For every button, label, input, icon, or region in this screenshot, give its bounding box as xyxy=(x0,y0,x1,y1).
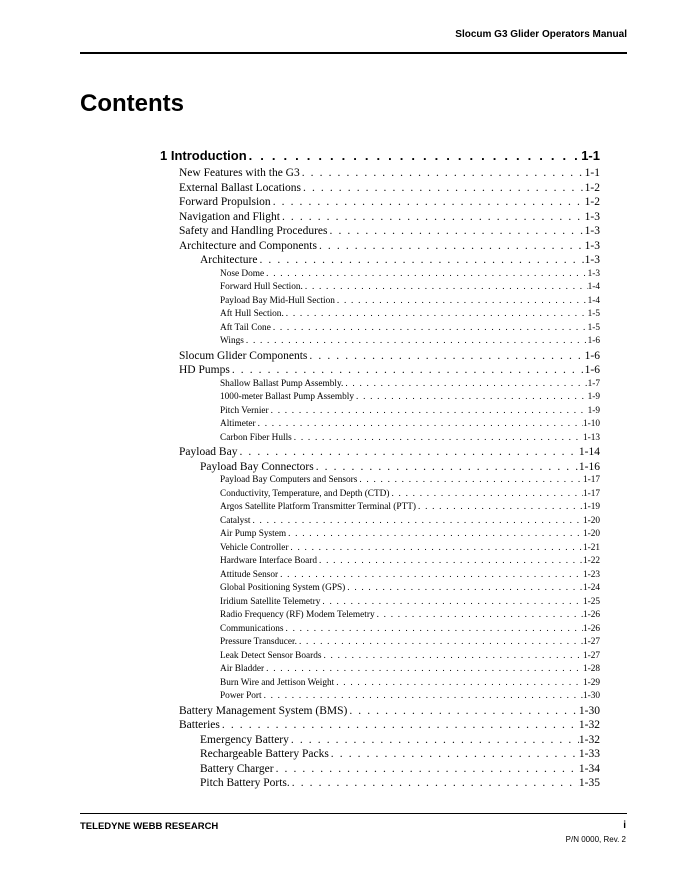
toc-entry[interactable] xyxy=(160,308,600,322)
toc-entry-page: 1-5 xyxy=(587,309,600,319)
toc-entry[interactable] xyxy=(160,623,600,637)
toc-entry[interactable] xyxy=(160,295,600,309)
toc-dot-leader xyxy=(250,515,582,529)
toc-entry[interactable] xyxy=(160,663,600,677)
toc-dot-leader xyxy=(230,363,585,378)
toc-entry-page: 1-29 xyxy=(582,677,600,688)
toc-entry[interactable] xyxy=(160,349,600,364)
toc-entry[interactable] xyxy=(160,210,600,225)
toc-entry-page: 1-20 xyxy=(582,529,600,539)
toc-entry-title: Emergency Battery xyxy=(200,733,289,746)
toc-entry-title: Navigation and Flight xyxy=(179,210,280,223)
toc-dot-leader xyxy=(290,776,579,791)
toc-entry-page: 1-10 xyxy=(582,419,600,429)
toc-entry[interactable] xyxy=(160,239,600,254)
toc-entry[interactable] xyxy=(160,677,600,691)
toc-entry-title: Architecture xyxy=(200,254,258,266)
toc-dot-leader xyxy=(307,349,584,364)
toc-entry[interactable] xyxy=(160,391,600,405)
toc-dot-leader xyxy=(278,569,583,583)
toc-entry-title: Forward Propulsion xyxy=(179,196,271,208)
toc-dot-leader xyxy=(237,445,578,460)
toc-dot-leader xyxy=(303,281,588,295)
running-header-title: Slocum G3 Glider Operators Manual xyxy=(455,29,627,40)
toc-dot-leader xyxy=(314,460,579,475)
toc-entry-title: HD Pumps xyxy=(179,364,230,376)
toc-entry-page: 1-26 xyxy=(582,623,600,634)
toc-entry-title: Power Port xyxy=(220,691,262,701)
page-title: Contents xyxy=(80,90,184,117)
toc-entry-page: 1-32 xyxy=(578,719,600,731)
toc-entry-title: Payload Bay Computers and Sensors xyxy=(220,475,358,485)
toc-dot-leader xyxy=(271,322,588,336)
toc-entry-title: Air Bladder xyxy=(220,664,265,674)
toc-entry-page: 1-30 xyxy=(582,691,600,701)
toc-entry-page: 1-20 xyxy=(582,515,600,526)
toc-entry-title: Battery Management System (BMS) xyxy=(179,704,348,717)
toc-entry[interactable] xyxy=(160,335,600,349)
toc-entry[interactable] xyxy=(160,322,600,336)
toc-entry[interactable] xyxy=(160,501,600,515)
toc-entry-page: 1-26 xyxy=(582,610,600,620)
toc-entry-title: Iridium Satellite Telemetry xyxy=(220,596,321,607)
header-rule xyxy=(80,52,627,54)
toc-entry-page: 1-34 xyxy=(578,762,600,775)
toc-entry[interactable] xyxy=(160,432,600,446)
footer-rule xyxy=(80,813,627,814)
toc-entry-title: Communications xyxy=(220,623,284,634)
toc-entry-title: 1000-meter Ballast Pump Assembly xyxy=(220,392,355,402)
toc-entry-page: 1-17 xyxy=(582,475,600,485)
toc-dot-leader xyxy=(284,623,583,637)
toc-dot-leader xyxy=(264,268,587,282)
toc-entry-page: 1-16 xyxy=(578,460,600,473)
toc-entry[interactable] xyxy=(160,418,600,432)
toc-entry-title: Forward Hull Section. xyxy=(220,282,303,292)
toc-dot-leader xyxy=(262,690,583,704)
toc-entry[interactable] xyxy=(160,542,600,556)
toc-entry-page: 1-32 xyxy=(578,733,600,746)
toc-dot-leader xyxy=(335,295,588,309)
toc-entry-page: 1-3 xyxy=(584,225,600,237)
footer-page-number: i xyxy=(623,820,626,831)
toc-entry-title: Burn Wire and Jettison Weight xyxy=(220,677,335,688)
toc-entry[interactable] xyxy=(160,474,600,488)
toc-entry-page: 1-3 xyxy=(584,254,600,266)
toc-entry-title: Rechargeable Battery Packs xyxy=(200,748,329,760)
toc-entry[interactable] xyxy=(160,224,600,239)
toc-entry-page: 1-19 xyxy=(582,502,600,512)
toc-entry-title: New Features with the G3 xyxy=(179,167,300,179)
toc-entry[interactable] xyxy=(160,596,600,610)
toc-entry-page: 1-6 xyxy=(584,349,600,362)
toc-entry[interactable] xyxy=(160,582,600,596)
toc-entry-title: Payload Bay xyxy=(179,446,238,458)
toc-entry-page: 1-30 xyxy=(578,704,600,717)
toc-entry[interactable] xyxy=(160,733,600,748)
toc-dot-leader xyxy=(247,146,582,166)
toc-entry-title: Safety and Handling Procedures xyxy=(179,225,328,237)
toc-dot-leader xyxy=(220,718,579,733)
toc-dot-leader xyxy=(284,308,588,322)
toc-entry-page: 1-1 xyxy=(581,148,600,163)
toc-dot-leader xyxy=(297,636,583,650)
toc-entry[interactable] xyxy=(160,609,600,623)
toc-entry[interactable] xyxy=(160,690,600,704)
toc-entry-page: 1-27 xyxy=(582,650,600,661)
toc-dot-leader xyxy=(329,747,579,762)
toc-entry[interactable] xyxy=(160,776,600,791)
toc-entry-title: Air Pump System xyxy=(220,529,287,539)
toc-entry-page: 1-35 xyxy=(578,777,600,789)
toc-dot-leader xyxy=(269,405,588,419)
toc-entry-page: 1-9 xyxy=(587,405,600,416)
table-of-contents xyxy=(160,146,600,791)
toc-entry[interactable] xyxy=(160,718,600,733)
toc-dot-leader xyxy=(301,181,585,196)
toc-dot-leader xyxy=(256,418,583,432)
toc-entry-title: External Ballast Locations xyxy=(179,181,301,194)
toc-dot-leader xyxy=(328,224,585,239)
toc-dot-leader xyxy=(317,555,583,569)
toc-entry[interactable] xyxy=(160,378,600,392)
toc-entry-title: Leak Detect Sensor Boards xyxy=(220,650,322,661)
toc-dot-leader xyxy=(274,762,579,777)
toc-entry-title: Radio Frequency (RF) Modem Telemetry xyxy=(220,610,375,620)
toc-dot-leader xyxy=(416,501,583,515)
toc-entry-page: 1-2 xyxy=(584,181,600,194)
toc-entry-page: 1-23 xyxy=(582,569,600,580)
toc-entry-page: 1-24 xyxy=(582,583,600,593)
toc-dot-leader xyxy=(286,528,583,542)
toc-dot-leader xyxy=(375,609,583,623)
toc-entry-title: Pitch Vernier xyxy=(220,405,269,416)
toc-entry-title: Carbon Fiber Hulls xyxy=(220,432,292,443)
toc-entry-title: Aft Tail Cone xyxy=(220,322,271,333)
toc-dot-leader xyxy=(292,432,583,446)
toc-entry-title: Architecture and Components xyxy=(179,239,317,252)
toc-entry-title: Batteries xyxy=(179,719,220,731)
toc-dot-leader xyxy=(288,542,583,556)
toc-dot-leader xyxy=(347,704,579,719)
toc-entry-title: Pitch Battery Ports. xyxy=(200,777,290,789)
toc-entry-page: 1-4 xyxy=(587,282,600,292)
toc-dot-leader xyxy=(321,650,582,664)
toc-dot-leader xyxy=(257,253,584,268)
footer-part-number: P/N 0000, Rev. 2 xyxy=(565,835,626,844)
toc-entry[interactable] xyxy=(160,268,600,282)
toc-entry-title: Hardware Interface Board xyxy=(220,556,318,566)
toc-dot-leader xyxy=(244,335,588,349)
toc-entry-title: Pressure Transducer. xyxy=(220,637,297,647)
toc-entry-page: 1-33 xyxy=(578,748,600,760)
toc-entry-page: 1-4 xyxy=(587,295,600,306)
toc-entry-page: 1-3 xyxy=(584,239,600,252)
toc-entry[interactable] xyxy=(160,363,600,378)
toc-entry-page: 1-5 xyxy=(587,322,600,333)
toc-entry-title: 1 Introduction xyxy=(160,148,247,163)
toc-entry-title: Catalyst xyxy=(220,515,251,526)
toc-dot-leader xyxy=(289,733,579,748)
toc-dot-leader xyxy=(343,378,587,392)
toc-dot-leader xyxy=(320,596,583,610)
toc-dot-leader xyxy=(345,582,583,596)
toc-entry-page: 1-6 xyxy=(584,364,600,376)
toc-dot-leader xyxy=(280,210,585,225)
toc-entry[interactable] xyxy=(160,146,600,166)
toc-entry-page: 1-28 xyxy=(582,664,600,674)
toc-dot-leader xyxy=(390,488,583,502)
toc-entry-page: 1-2 xyxy=(584,196,600,208)
toc-dot-leader xyxy=(271,195,585,210)
toc-entry-page: 1-21 xyxy=(582,542,600,553)
toc-entry-title: Slocum Glider Components xyxy=(179,349,308,362)
toc-entry-page: 1-13 xyxy=(582,432,600,443)
toc-entry-page: 1-22 xyxy=(582,556,600,566)
toc-dot-leader xyxy=(264,663,583,677)
toc-entry[interactable] xyxy=(160,445,600,460)
toc-entry-title: Argos Satellite Platform Transmitter Terminal (PTT) xyxy=(220,502,417,512)
toc-entry[interactable] xyxy=(160,555,600,569)
toc-entry[interactable] xyxy=(160,405,600,419)
toc-entry-page: 1-27 xyxy=(582,637,600,647)
toc-entry[interactable] xyxy=(160,569,600,583)
toc-entry-title: Altimeter xyxy=(220,419,256,429)
toc-entry-title: Aft Hull Section. xyxy=(220,309,284,319)
toc-dot-leader xyxy=(334,677,583,691)
footer-company: TELEDYNE WEBB RESEARCH xyxy=(80,821,219,832)
toc-entry-page: 1-25 xyxy=(582,596,600,607)
toc-entry[interactable] xyxy=(160,195,600,210)
toc-entry-page: 1-6 xyxy=(587,336,600,346)
toc-entry-title: Payload Bay Connectors xyxy=(200,460,314,473)
toc-dot-leader xyxy=(300,166,585,181)
toc-entry-page: 1-14 xyxy=(578,446,600,458)
toc-entry[interactable] xyxy=(160,281,600,295)
toc-entry-page: 1-17 xyxy=(582,488,600,499)
toc-entry-page: 1-7 xyxy=(587,378,600,389)
toc-entry[interactable] xyxy=(160,528,600,542)
toc-dot-leader xyxy=(317,239,585,254)
toc-entry-page: 1-9 xyxy=(587,392,600,402)
toc-entry[interactable] xyxy=(160,166,600,181)
toc-entry-page: 1-1 xyxy=(584,167,600,179)
toc-entry-title: Wings xyxy=(220,336,244,346)
toc-entry-page: 1-3 xyxy=(587,268,600,279)
toc-entry-title: Attitude Sensor xyxy=(220,569,279,580)
toc-entry[interactable] xyxy=(160,650,600,664)
toc-entry[interactable] xyxy=(160,704,600,719)
toc-dot-leader xyxy=(354,391,588,405)
toc-entry-page: 1-3 xyxy=(584,210,600,223)
toc-entry-title: Vehicle Controller xyxy=(220,542,289,553)
toc-entry[interactable] xyxy=(160,488,600,502)
toc-entry[interactable] xyxy=(160,515,600,529)
toc-entry[interactable] xyxy=(160,636,600,650)
toc-entry-title: Global Positioning System (GPS) xyxy=(220,583,346,593)
toc-entry[interactable] xyxy=(160,181,600,196)
toc-entry-title: Conductivity, Temperature, and Depth (CTD) xyxy=(220,488,390,499)
toc-entry-title: Battery Charger xyxy=(200,762,274,775)
toc-entry[interactable] xyxy=(160,460,600,475)
toc-entry[interactable] xyxy=(160,762,600,777)
toc-entry-title: Payload Bay Mid-Hull Section xyxy=(220,295,335,306)
toc-entry-title: Shallow Ballast Pump Assembly. xyxy=(220,378,344,389)
toc-dot-leader xyxy=(357,474,583,488)
toc-entry[interactable] xyxy=(160,253,600,268)
toc-entry-title: Nose Dome xyxy=(220,268,265,279)
toc-entry[interactable] xyxy=(160,747,600,762)
